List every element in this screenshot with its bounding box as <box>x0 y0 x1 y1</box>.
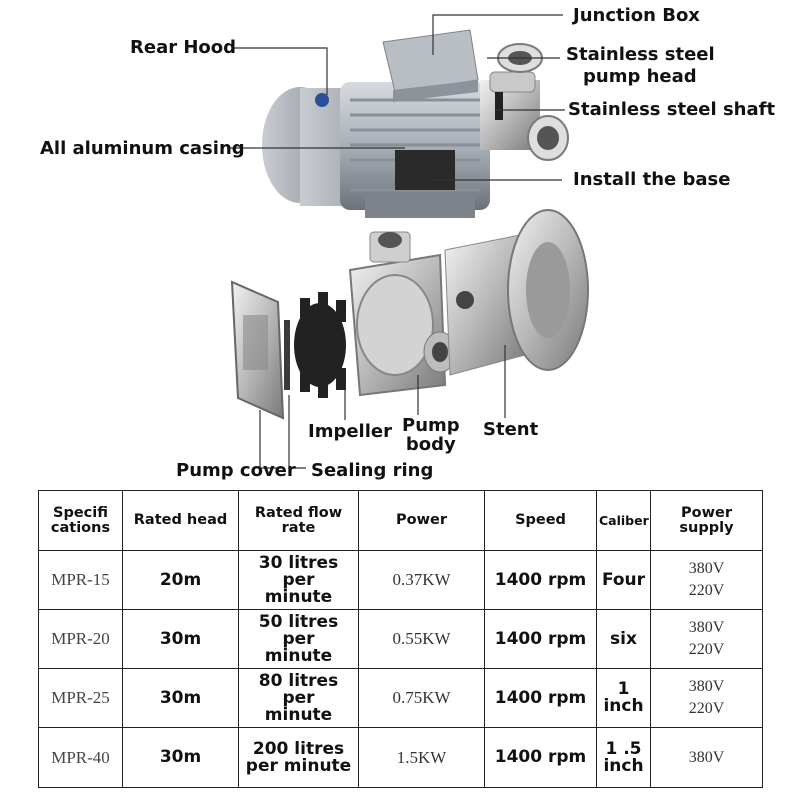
cell-head: 30m <box>123 610 239 669</box>
header-spec-line1: Specifi <box>53 504 108 521</box>
cell-speed: 1400 rpm <box>485 728 597 788</box>
cell-speed: 1400 rpm <box>485 551 597 610</box>
cell-flow <box>239 610 359 669</box>
cell-flow-line1: 80 litres per <box>258 670 339 708</box>
cell-supply-line1: 380V <box>688 678 725 695</box>
cell-supply <box>651 669 763 728</box>
cell-caliber-line2: inch <box>603 755 644 776</box>
impeller-shape <box>294 292 346 398</box>
cell-supply <box>651 728 763 788</box>
cell-speed: 1400 rpm <box>485 610 597 669</box>
pump-body-label-line1: Pump <box>402 415 460 436</box>
cell-model: MPR-20 <box>39 610 123 669</box>
exploded-parts <box>232 210 588 418</box>
cell-model: MPR-40 <box>39 728 123 788</box>
cell-supply <box>651 610 763 669</box>
cell-supply-line2: 220V <box>688 641 725 658</box>
cell-head: 30m <box>123 669 239 728</box>
cell-flow-line1: 200 litres <box>252 738 345 759</box>
cell-power: 0.37KW <box>359 551 485 610</box>
cell-flow-line2: minute <box>264 586 333 607</box>
cell-supply-line2: 220V <box>688 582 725 599</box>
table-row <box>39 728 763 788</box>
cell-supply-line1: 380V <box>688 619 725 636</box>
cell-model: MPR-25 <box>39 669 123 728</box>
header-specifications <box>39 491 123 551</box>
cell-head: 30m <box>123 728 239 788</box>
header-rated-flow <box>239 491 359 551</box>
sealing-ring-label: Sealing ring <box>311 460 434 481</box>
header-power: Power <box>359 491 485 551</box>
cell-flow-line2: per minute <box>245 755 352 776</box>
header-caliber: Caliber <box>597 491 651 551</box>
stent-label: Stent <box>483 419 539 440</box>
header-rated-head: Rated head <box>123 491 239 551</box>
cell-caliber-line1: Four <box>601 569 646 590</box>
table-row <box>39 551 763 610</box>
cell-caliber <box>597 610 651 669</box>
base-label: Install the base <box>573 169 731 190</box>
cell-caliber-line1: 1 .5 <box>605 738 642 759</box>
header-flow-line1: Rated flow <box>254 504 343 521</box>
cell-supply-line1: 380V <box>688 560 725 577</box>
cell-flow-line2: minute <box>264 645 333 666</box>
spec-table <box>38 490 763 788</box>
table-header-row <box>39 491 763 551</box>
shaft-label: Stainless steel shaft <box>568 99 776 120</box>
header-flow-line2: rate <box>281 519 316 536</box>
header-power-supply: Power supply <box>651 491 763 551</box>
casing-label: All aluminum casing <box>40 138 245 159</box>
cell-head: 20m <box>123 551 239 610</box>
pump-head-label-line1: Stainless steel <box>566 44 715 65</box>
pump-head-label-line2: pump head <box>583 66 697 87</box>
cell-supply <box>651 551 763 610</box>
header-speed: Speed <box>485 491 597 551</box>
table-row <box>39 669 763 728</box>
pump-body-label-line2: body <box>405 434 456 455</box>
rear-hood-label: Rear Hood <box>130 37 237 58</box>
cell-flow-line2: minute <box>264 704 333 725</box>
cell-caliber-line1: 1 inch <box>603 679 644 716</box>
cell-caliber <box>597 551 651 610</box>
cell-flow <box>239 728 359 788</box>
cell-flow <box>239 551 359 610</box>
cell-speed: 1400 rpm <box>485 669 597 728</box>
cell-supply-line1: 380V <box>688 748 725 766</box>
cell-flow <box>239 669 359 728</box>
cell-supply-line2: 220V <box>688 700 725 717</box>
cell-caliber <box>597 728 651 788</box>
pump-head-label <box>566 44 715 88</box>
pump-body-label <box>402 416 460 454</box>
cell-power: 0.75KW <box>359 669 485 728</box>
cell-caliber-line1: six <box>610 628 637 649</box>
cell-power: 1.5KW <box>359 728 485 788</box>
pump-cover-label: Pump cover <box>176 460 296 481</box>
impeller-label: Impeller <box>308 421 392 442</box>
cell-flow-line1: 50 litres per <box>258 611 339 649</box>
junction-box-label: Junction Box <box>573 5 700 26</box>
header-spec-line2: cations <box>50 519 111 536</box>
cell-caliber <box>597 669 651 728</box>
table-row <box>39 610 763 669</box>
cell-power: 0.55KW <box>359 610 485 669</box>
cell-model: MPR-15 <box>39 551 123 610</box>
cell-flow-line1: 30 litres per <box>258 552 339 590</box>
